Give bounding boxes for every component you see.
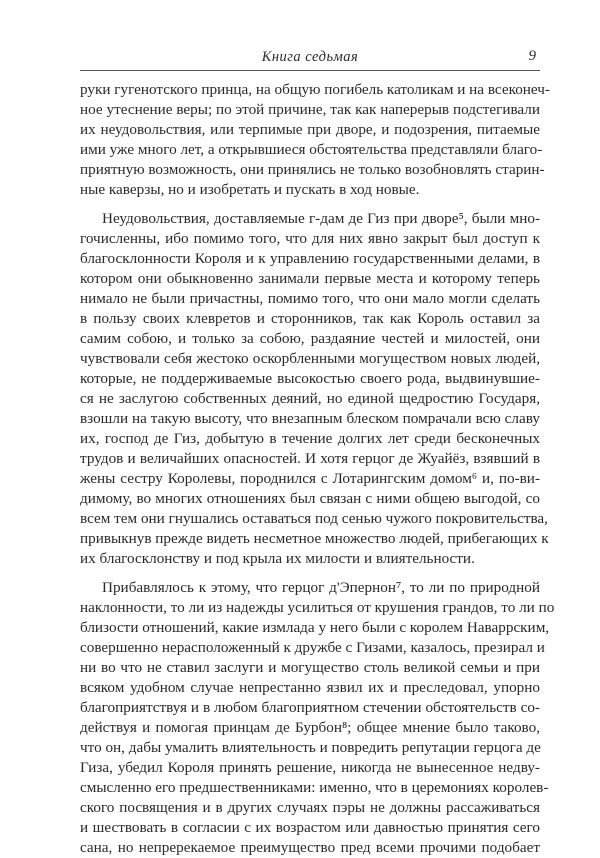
text-line: Неудовольствия, доставляемые г-дам де Гиз при дворе⁵, были мно- [102, 210, 540, 227]
text-line: всяком удобном случае непрестанно язвил их и преследовал, упорно [80, 679, 540, 696]
running-header [80, 46, 540, 71]
paragraph [80, 578, 555, 858]
text-line: всем тем они гнушались оставаться под сенью чужого покровительства, [80, 510, 548, 527]
text-line: самим собою, и только за собою, раздаяние честей и милостей, они [80, 330, 540, 347]
text-line: которые, не поддерживаемые высокостью своего рода, выдвинувшие- [80, 370, 540, 387]
text-line: совершенно нерасположенный к дружбе с Гизами, казалось, презирал и [80, 639, 545, 656]
running-title: Книга седьмая [261, 49, 359, 65]
text-line: жены сестру Королевы, породнился с Лотарингским домом⁶ и, по-ви- [80, 470, 540, 487]
text-line: ся не заслугою собственных деяний, но единой щедростию Государя, [80, 390, 540, 407]
text-line: сана, но непререкаемое преимущество пред всеми прочими подобает [80, 839, 540, 856]
text-line: в пользу своих клевретов и сторонников, так как Король оставил за [80, 310, 540, 327]
text-line: ими уже много лет, а открывшиеся обстоятельства представляли благо- [80, 141, 543, 158]
text-line: трудов и величайших опасностей. И хотя герцог де Жуайёз, взявший в [80, 450, 540, 467]
text-line: и шествовать в согласии с их возрастом или давностью принятия сего [80, 819, 540, 836]
text-line: смысленно его предшественниками: именно, что в церемониях королев- [80, 779, 549, 796]
text-line: нимало не были причастны, помимо того, что они мало могли сделать [80, 290, 540, 307]
text-line: приятную возможность, они принялись не только возобновлять старин- [80, 161, 545, 178]
text-line: чувствовали себя жестоко оскорбленными могуществом новых людей, [80, 350, 540, 367]
text-line: их неудовольствия, или терпимые при дворе, и подозрения, питаемые [80, 121, 540, 138]
text-line: привыкнув прежде видеть несметное множество людей, прибегающих к [80, 530, 549, 547]
paragraph [80, 80, 550, 200]
text-line: гочисленны, ибо помимо того, что для них явно закрыт был доступ к [80, 230, 540, 247]
text-line: димому, во многих отношениях был связан с ними общею выгодой, со [80, 490, 540, 507]
text-line: ского посвящения и в других случаях пэры не должны рассаживаться [80, 799, 540, 816]
text-line: Прибавлялось к этому, что герцог д'Эпернон⁷, то ли по природной [102, 579, 540, 596]
page-number: 9 [528, 48, 536, 64]
text-line: близости отношений, какие измлада у него были с королем Наваррским, [80, 619, 550, 636]
text-line: руки гугенотского принца, на общую погибель католикам и на всеконеч- [80, 81, 550, 98]
text-line: их благосклонству и под крыла их милости и влиятельности. [80, 550, 475, 567]
text-line: Гиза, убедил Короля принять решение, никогда не вынесенное недву- [80, 759, 540, 776]
text-line: ное утеснение веры; по этой причине, так как наперерыв подстегивали [80, 101, 540, 118]
text-line: ные каверзы, но и изобретать и пускать в ход новые. [80, 181, 420, 198]
text-line: благосклонности Короля и к управлению государственными делами, в [80, 250, 540, 267]
text-line: что он, дабы умалить влиятельность и повредить репутации герцога де [80, 739, 541, 756]
text-line: взошли на такую высоту, что внезапным блеском помрачали всю славу [80, 410, 540, 427]
text-line: благоприятствуя и в любом благоприятном стечении обстоятельств со- [80, 699, 540, 716]
text-line: ни во что не ставил заслуги и могущество столь великой семьи и при [80, 659, 540, 676]
text-line: действуя и помогая принцам де Бурбон⁸; общее мнение было таково, [80, 719, 540, 736]
body-text [80, 80, 555, 858]
text-line: наклонности, то ли из надежды усилиться от крушения грандов, то ли по [80, 599, 555, 616]
paragraph [80, 209, 549, 569]
text-line: котором они обыкновенно занимали первые места и которому теперь [80, 270, 540, 287]
text-line: их, господ де Гиз, добытую в течение долгих лет среди бесконечных [80, 430, 540, 447]
